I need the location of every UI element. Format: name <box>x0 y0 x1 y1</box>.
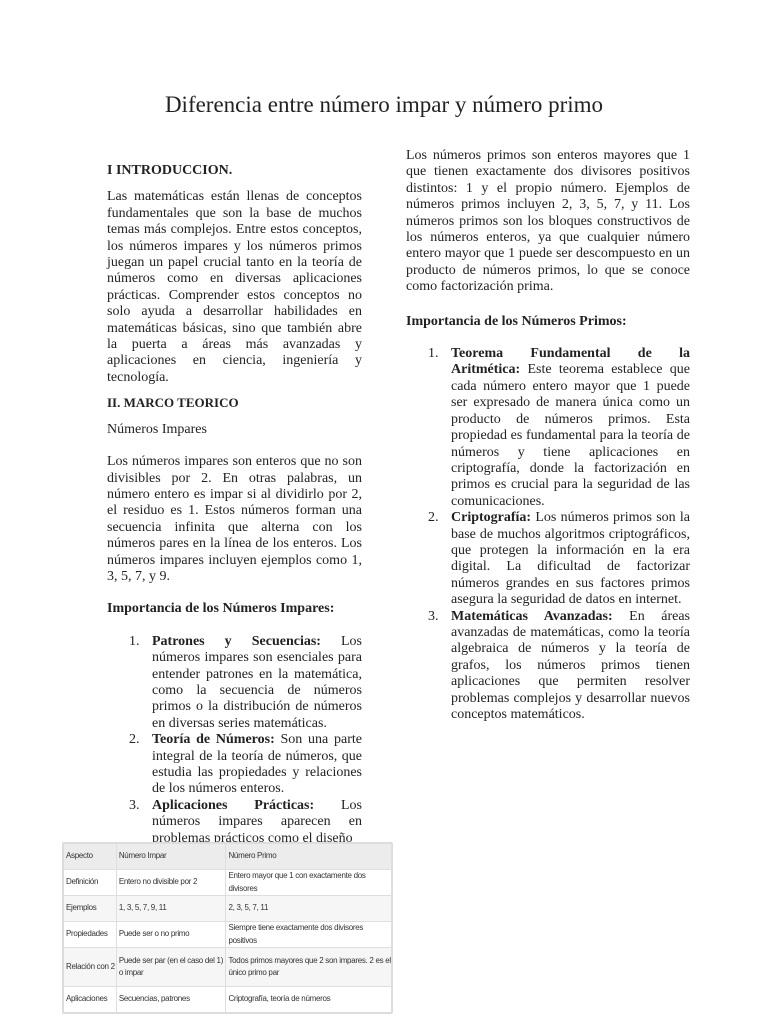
list-item-bold: Criptografía: <box>451 510 532 526</box>
list-item-text: Los números impares son esenciales para entender patrones en la matemática, como la secuencia de números primos o la distribución de números en diversas series matemáticas. <box>152 633 363 731</box>
table-cell: 2, 3, 5, 7, 11 <box>226 896 392 922</box>
impares-importance-list <box>107 634 362 847</box>
list-item-text: Este teorema establece que cada número entero mayor que 1 puede ser expresado de manera única como un producto de números primos. Esta propiedad es fundamental para la teoría de números y tiene aplicaciones en criptografía, donde la factorización en primos es crucial para la seguridad de las comunicaciones. <box>451 362 690 509</box>
table-cell: Relación con 2 <box>64 948 117 987</box>
list-number: 2. <box>428 510 439 526</box>
list-item-bold: Teorema Fundamental de la Aritmética: <box>451 346 690 378</box>
impares-importance-heading: Importancia de los Números Impares: <box>107 601 335 617</box>
table-header-cell: Número Primo <box>226 844 392 870</box>
table-cell: Entero mayor que 1 con exactamente dos divisores <box>226 870 392 896</box>
table-row <box>64 896 392 922</box>
table-header-cell: Número Impar <box>116 844 226 870</box>
right-column <box>406 148 690 723</box>
table-header-cell: Aspecto <box>64 844 117 870</box>
primos-paragraph: Los números primos son enteros mayores que 1 que tienen exactamente dos divisores positivos distintos: 1 y el propio número. Ejemplos de números primos incluyen 2, 3, 5, 7, y 11. Los números primos son los bloques constructivos de los números enteros, ya que cualquier número entero mayor que 1 puede ser descompuesto en un producto de números primos, lo que se conoce como factorización prima. <box>406 148 690 295</box>
table-row <box>64 987 392 1013</box>
primos-importance-list <box>406 346 690 723</box>
table-cell: Ejemplos <box>64 896 117 922</box>
list-item-bold: Teoría de Números: <box>152 732 275 748</box>
table-cell: Puede ser o no primo <box>116 922 226 948</box>
list-item-text: Son una parte integral de la teoría de números, que estudia las propiedades y relaciones de los números enteros. <box>152 732 362 797</box>
list-number: 1. <box>428 346 439 362</box>
impares-subheading: Números Impares <box>107 421 207 437</box>
left-column <box>107 160 363 846</box>
table-cell: Aplicaciones <box>64 987 117 1013</box>
list-item <box>406 609 690 724</box>
list-number: 2. <box>129 732 140 748</box>
table-cell: Propiedades <box>64 922 117 948</box>
table-cell: 1, 3, 5, 7, 9, 11 <box>116 896 226 922</box>
table-cell: Criptografía, teoría de números <box>226 987 392 1013</box>
list-item-text: Los números primos son la base de muchos algoritmos criptográficos, que protegen la información en la era digital. La dificultad de factorizar números grandes en sus factores primos asegura la seguridad de datos en internet. <box>451 510 690 608</box>
list-number: 3. <box>428 608 439 624</box>
list-item-bold: Matemáticas Avanzadas: <box>451 608 613 624</box>
list-item-bold: Patrones y Secuencias: <box>152 633 321 649</box>
impares-paragraph: Los números impares son enteros que no son divisibles por 2. En otras palabras, un número entero es impar si al dividirlo por 2, el residuo es 1. Estos números forman una secuencia infinita que alterna con los números pares en la línea de los enteros. Los números impares incluyen ejemplos como 1, 3, 5, 7, y 9. <box>107 454 362 584</box>
table-cell: Entero no divisible por 2 <box>116 870 226 896</box>
list-number: 1. <box>129 633 140 649</box>
table-cell: Siempre tiene exactamente dos divisores positivos <box>226 922 392 948</box>
table-row <box>64 870 392 896</box>
intro-heading: I INTRODUCCION. <box>107 163 233 178</box>
table-cell: Todos primos mayores que 2 son impares. 2 es el único primo par <box>226 948 392 987</box>
list-item <box>406 510 690 608</box>
table-cell: Definición <box>64 870 117 896</box>
list-number: 3. <box>129 797 140 813</box>
list-item-bold: Aplicaciones Prácticas: <box>152 797 315 813</box>
list-item <box>406 346 690 510</box>
primos-importance-heading: Importancia de los Números Primos: <box>406 313 627 329</box>
intro-paragraph: Las matemáticas están llenas de conceptos fundamentales que son la base de muchos temas más complejos. Entre estos conceptos, los números impares y los números primos juegan un papel crucial tanto en la teoría de números como en diversas aplicaciones prácticas. Comprender estos conceptos no solo ayuda a desarrollar habilidades en matemáticas básicas, sino que también abre la puerta a áreas más avanzadas y aplicaciones en ciencia, ingeniería y tecnología. <box>107 189 362 385</box>
table-header-row <box>64 844 392 870</box>
list-item-text: Los números impares aparecen en problemas prácticos como el diseño <box>152 797 363 846</box>
marco-heading: II. MARCO TEORICO <box>107 395 239 411</box>
document-title: Diferencia entre número impar y número primo <box>164 92 604 117</box>
comparison-table <box>62 842 393 1014</box>
list-item <box>107 634 362 732</box>
list-item-text: En áreas avanzadas de matemáticas, como la teoría algebraica de números y la teoría de grafos, los números primos tienen aplicaciones que permiten resolver problemas complejos y desarrollar nuevos conceptos matemáticos. <box>451 608 690 722</box>
table-row <box>64 948 392 987</box>
list-item <box>107 732 362 798</box>
table-row <box>64 922 392 948</box>
table-cell: Secuencias, patrones <box>116 987 226 1013</box>
list-item <box>107 798 362 847</box>
table-cell: Puede ser par (en el caso del 1) o impar <box>116 948 226 987</box>
